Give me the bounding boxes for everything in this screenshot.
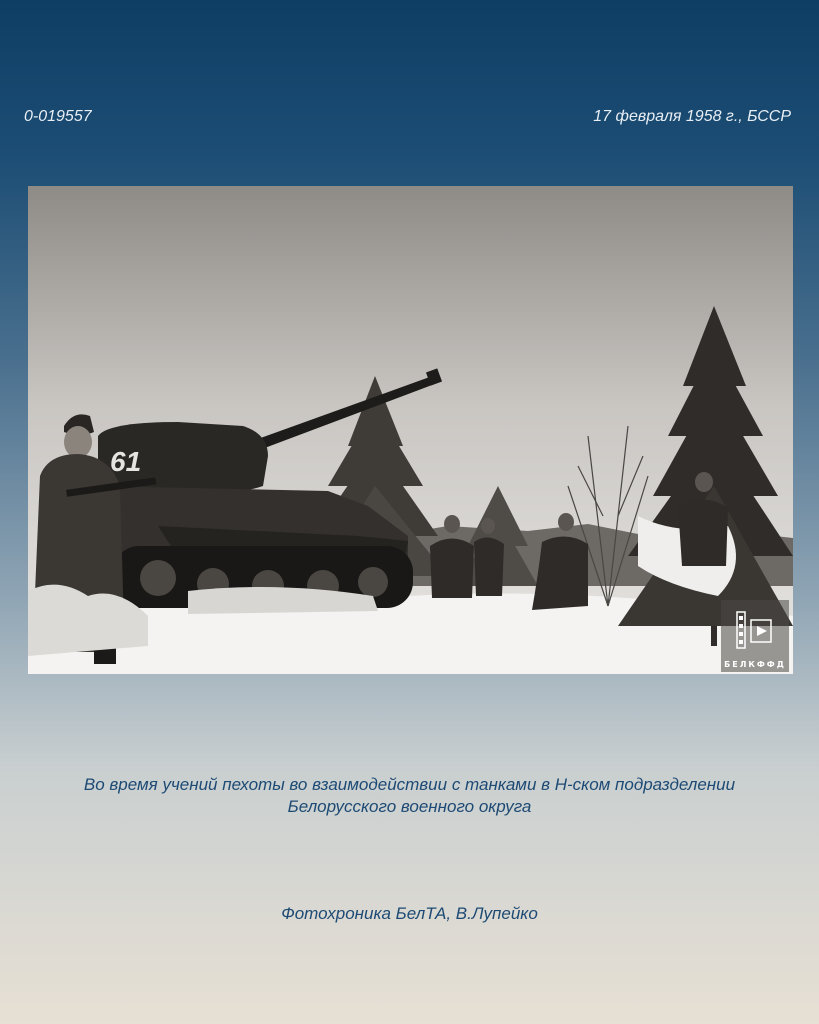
- belkffd-logo: [721, 600, 789, 672]
- caption-line-1: Во время учений пехоты во взаимодействии с танками в Н-ском подразделении: [83, 775, 736, 794]
- caption-line-2: Белорусского военного округа: [287, 797, 532, 816]
- archive-photo: [28, 186, 793, 674]
- archive-number: 0-019557: [24, 108, 92, 125]
- photo-credit: Фотохроника БелТА, В.Лупейко: [281, 904, 538, 923]
- date-place: 17 февраля 1958 г., БССР: [593, 108, 791, 125]
- watermark-label: БЕЛКФФД: [724, 660, 786, 669]
- photo-caption: [0, 774, 819, 818]
- photo-illustration: [28, 186, 793, 674]
- tank-number: 61: [110, 446, 142, 477]
